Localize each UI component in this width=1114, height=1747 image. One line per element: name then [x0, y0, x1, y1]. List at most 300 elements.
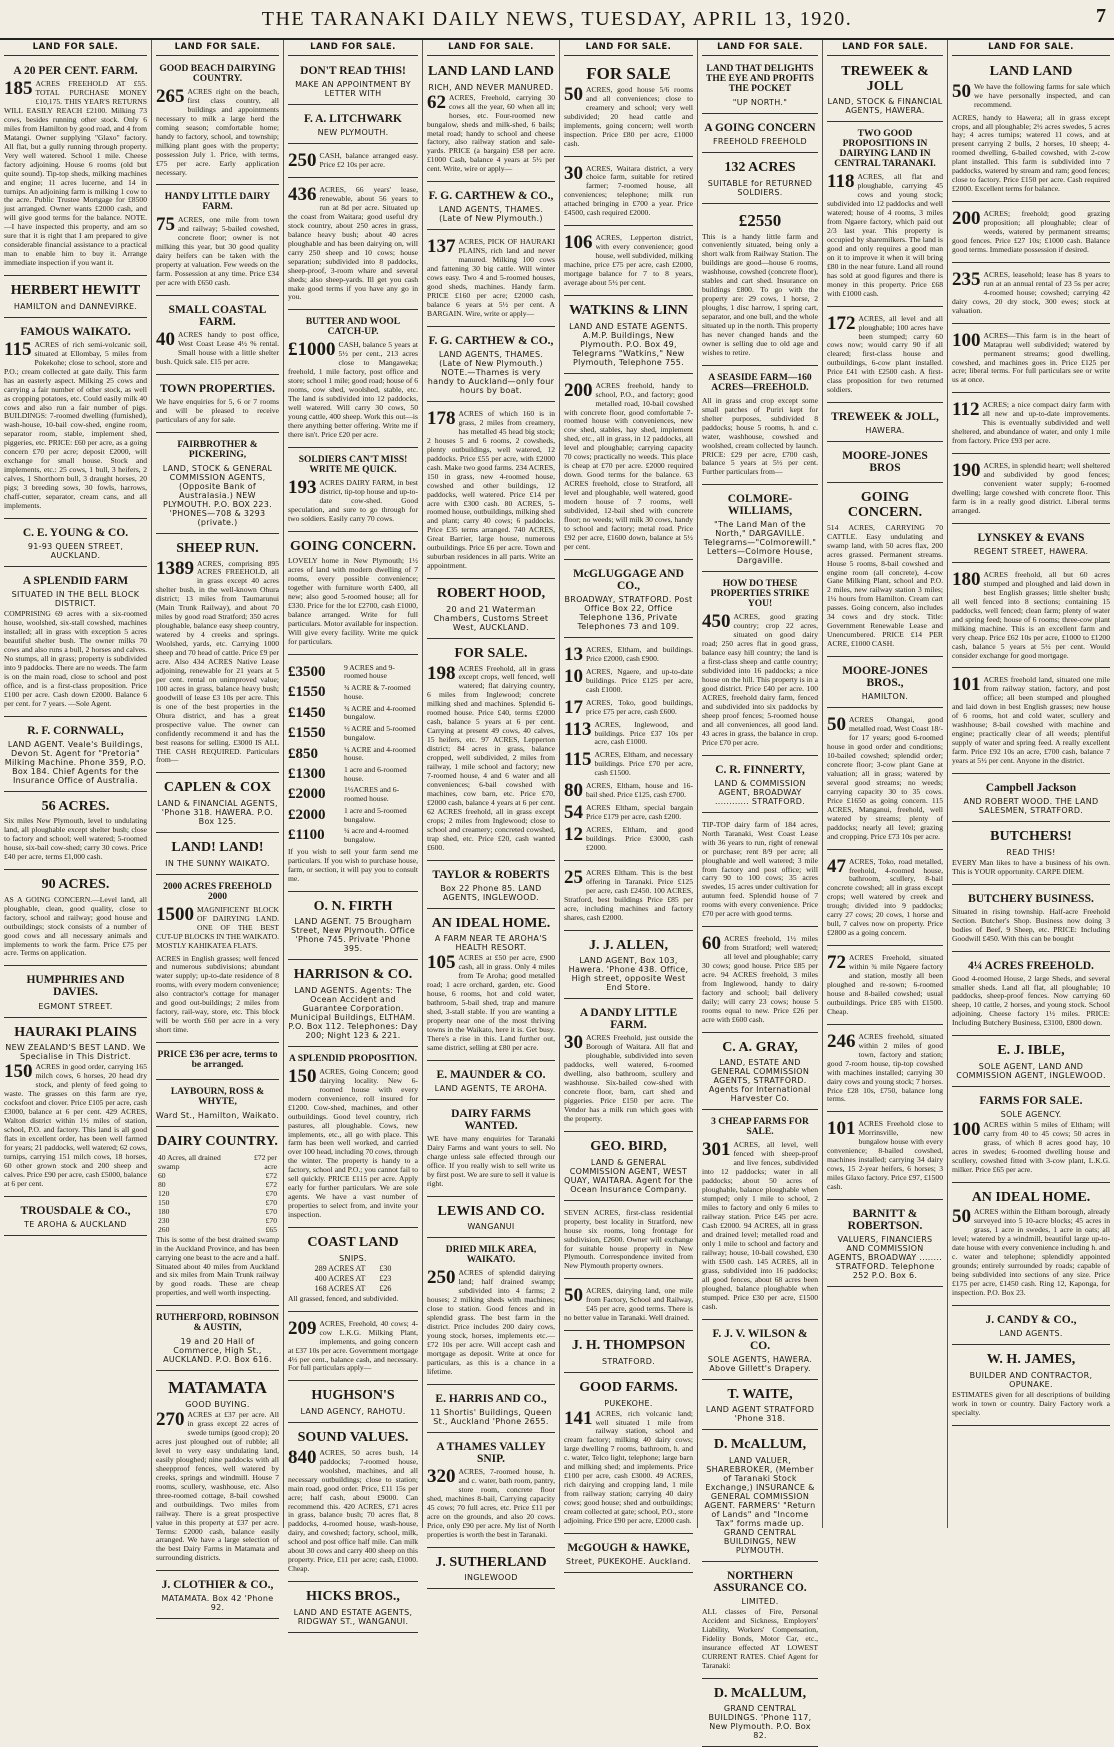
ad-subheading: BROADWAY, STRATFORD. Post Office Box 22, Office Telephone 136, Private Telephones 73 and 109. — [564, 594, 693, 631]
ad-body — [4, 338, 147, 511]
ad-body — [952, 268, 1110, 316]
ad-heading: FAMOUS WAIKATO. — [20, 325, 131, 338]
advertisement — [827, 711, 943, 849]
advertisement — [288, 1585, 418, 1633]
acreage-number: 200 — [564, 379, 593, 401]
acreage-number: 141 — [564, 1407, 593, 1429]
ad-body — [4, 1063, 147, 1188]
ad-body — [564, 866, 693, 923]
ad-heading: J. H. THOMPSON — [571, 1338, 686, 1354]
column-header: LAND FOR SALE. — [952, 40, 1110, 56]
ad-subheading: BUILDER AND CONTRACTOR, OPUNAKE. — [969, 1370, 1093, 1389]
advertisement — [4, 873, 147, 966]
ad-body-text: ACRES, Freehold, carrying 30 cows all the year, 60 when all in; horses, etc. Four-roomed new bungalow, sheds and milk-shed, 6 bails; metal road; handy to school and cheese factory, also railway station and sale-yards. PRICE (a bargain) £58 per acre. £1000 Cash, balance 4 years at 5½ per cent. Write, wire or apply— — [427, 92, 555, 174]
acreage-number: 270 — [156, 1409, 185, 1431]
ad-body-text: ACRES Freehold close to Morrinsville, new bungalow house with every convenience; 8-bailed cowshed, machines installed; carrying 34 dairy cows, 15 2-year heifers, 6 horses; 3 miles Glaxo factory. Price £97, £1500 cash. — [827, 1119, 943, 1192]
advertisement — [827, 486, 943, 657]
ad-subheading: Box 22 Phone 85. LAND AGENTS, INGLEWOOD. — [440, 883, 542, 902]
farm-listing-text: ACRES, Ngaere, and up-to-date buildings. Price £125 per acre, cash £1000. — [586, 666, 693, 694]
advertisement — [952, 888, 1110, 952]
listing-price: £1550 — [288, 725, 326, 742]
ad-body — [827, 855, 943, 939]
ad-heading: SOLDIERS CAN'T MISS! WRITE ME QUICK. — [298, 454, 408, 475]
snip-acres: 289 ACRES AT — [314, 1263, 366, 1273]
ad-subheading: STRATFORD. — [601, 1356, 656, 1366]
ad-heading: BUTCHERS! — [990, 829, 1072, 845]
acreage-number: 50 — [564, 83, 583, 105]
price-table-price: £70 — [265, 1188, 277, 1198]
price-table-acres: 230 — [158, 1215, 170, 1225]
ad-body — [4, 80, 147, 268]
farm-listing-text: ACRES, Eltham, and good buildings. Price £3000, cash £2000. — [586, 825, 693, 852]
price-listing — [288, 766, 418, 783]
ad-heading: SMALL COASTAL FARM. — [168, 304, 267, 329]
ad-heading: FARMS FOR SALE. — [979, 1094, 1083, 1107]
ad-heading: A SEASIDE FARM—160 ACRES—FREEHOLD. — [708, 372, 812, 393]
acreage-number: 200 — [952, 208, 981, 230]
price-table-row — [156, 1225, 279, 1234]
ad-heading: HERBERT HEWITT — [10, 283, 141, 299]
advertisement — [288, 181, 418, 310]
acreage-number: 150 — [288, 1065, 317, 1087]
ad-subheading: REGENT STREET, HAWERA. — [973, 546, 1089, 556]
ad-body-text: ACRES within 5 miles of Eltham; will carry from 40 to 45 cows; 50 acres in grass, of which 8 acres good hay, 10 acres in swedes; 6-roomed dwelling house and scullery, cowshed fitted with 3-cow plant, L.K.G. milker. Price £65 per acre. — [952, 1120, 1110, 1174]
advertisement — [156, 776, 279, 833]
snip-row — [288, 1274, 418, 1283]
price-table-acres: 260 — [158, 1224, 170, 1234]
farm-listing — [564, 665, 693, 695]
advertisement — [702, 816, 818, 927]
ad-subheading: 11 Shortis' Buildings, Queen St., Auckland 'Phone 2655. — [430, 1407, 552, 1426]
acreage-number: 178 — [427, 407, 456, 429]
ad-heading: HAURAKI PLAINS — [14, 1024, 137, 1040]
acreage-number: 250 — [288, 150, 317, 172]
ad-heading: LYNSKEY & EVANS — [977, 531, 1085, 544]
ad-heading: 90 ACRES. — [41, 877, 110, 893]
ad-body — [156, 557, 279, 766]
ad-body-text: COMPRISING 69 acres with a six-roomed house, woolshed, six-stall cowshed, machines installed; all in grass with exception 5 acres beautiful shelter bush. The owner milks 70 cows and also runs a bull, 2 horses and calves. No stumps, all in grass; property is subdivided into 9 paddocks. There are no weeds. The farm is on the main road, close to school and post office, and is a first-class proposition. Price £100 per acre. Cash down £2000. Balance 6 per cent. for 7 years. —Sole Agent. — [4, 609, 147, 708]
advertisement — [952, 457, 1110, 524]
column-header: LAND FOR SALE. — [156, 40, 279, 56]
advertisement — [288, 1050, 418, 1228]
ad-body-text: Good 4-roomed House, 2 large Sheds, and several smaller sheds. Land all flat, all ploughable; 10 paddocks, sheep-proof fences. Now carrying 60 sheep, 10 cattle, 2 horses, and young stock. School adjoining. Cheese factory 1½ miles. PRICE: Including Butchery Business, £3100, £800 down. — [952, 973, 1110, 1028]
ad-heading: TOWN PROPERTIES. — [159, 382, 276, 395]
ad-body — [4, 896, 147, 959]
advertisement — [952, 1039, 1110, 1087]
farm-listing-text: ACRES Eltham, special bargain Price £179 per acre, cash £200. — [586, 803, 693, 822]
ad-heading: F. G. CARTHEW & CO., — [428, 334, 554, 347]
ad-heading: McGOUGH & HAWKE, — [567, 1541, 690, 1554]
ad-heading: FOR SALE. — [454, 645, 528, 661]
ad-body — [827, 1120, 943, 1192]
ad-body-text: ACRES at £50 per acre, £900 cash, all in grass. Only 4 miles from Te Aroha; good metalled road; 1 acre orchard, garden, etc. Good house, 6 rooms, hot and cold water, bathroom, 5-bail shed, trap and manure shed, 3-stall stable. If you are wanting a property near one of the most thriving towns in the Waikato, here it is. Get busy. There's a rise in this. Land further out, same district, selling at £80 per acre. — [427, 953, 555, 1052]
acreage-number: 100 — [952, 329, 981, 351]
ad-heading: A SPLENDID PROPOSITION. — [288, 1053, 417, 1064]
acreage-number: 13 — [564, 643, 583, 665]
ad-body-text: This is a handy little farm and conveniently situated, being only a short walk from Railway Station. The buildings are good—house 6 rooms, washhouse, cowshed (concrete floor), stables and cart shed. Insurance on buildings £800. To go with the property are: 29 cows, 1 horse, 2 ploughs, 1 disc harrow, 1 spring cart, separator, and one bull, and the whole situated up in the north. This property has never changed hands and the owner is selling due to old age and wishes to retire. — [702, 231, 818, 357]
acreage-number: 100 — [952, 1119, 981, 1141]
ad-body-text: ACRES freehold land, situated one mile from railway station, factory, and post office; all been stumped and ploughed and laid down in best English grasses; new house of 6 rooms, hot and cold water, scullery and washhouse; 8-bail cowshed with machine and engine; practically clear of all weeds; plentiful supply of water and spring feed. A really excellent farm. Price £92 10s an acre, £700 cash, balance 7 years at 5½ per cent. Anyone in the district. — [952, 675, 1110, 766]
ad-subheading: 91-93 QUEEN STREET, AUCKLAND. — [27, 542, 124, 560]
ad-heading: LAND LAND LAND — [427, 64, 554, 79]
acreage-number: 301 — [702, 1139, 731, 1161]
ad-heading: SHEEP RUN. — [176, 540, 259, 556]
price-listing — [288, 786, 418, 803]
ad-heading: COLMORE-WILLIAMS, — [727, 493, 793, 518]
advertisement — [288, 147, 418, 178]
price-table-price: £70 — [265, 1206, 277, 1216]
advertisement — [827, 310, 943, 404]
ad-body-text: ACRES, all level and all ploughable; 100 acres have been stumped; carry 60 cows now; would carry 90 if all cleared; first-class house and outbuildings, 6-cow plant installed. Price £41 with £2500 cash. A first-class proposition for two returned soldiers. — [827, 313, 943, 395]
ad-body — [4, 817, 147, 862]
advertisement — [4, 1021, 147, 1197]
acreage-number: 198 — [427, 662, 456, 684]
column-1 — [0, 40, 152, 1528]
ad-body-text: ACRES; freehold; good grazing proposition; all ploughable; clear of weeds, watered by permanent streams; good fences. Price £27 10s; £1000 cash. Balance good terms. Immediate possession if desired. — [952, 209, 1110, 254]
ad-body — [156, 398, 279, 425]
ad-heading: D. McALLUM, — [713, 1437, 807, 1453]
acreage-number: 12 — [564, 824, 583, 846]
farm-listing-text: ACRES, Toko, good buildings, price £75 per acre, cash £600. — [586, 697, 693, 716]
column-header: LAND FOR SALE. — [4, 40, 147, 56]
price-table-acres: 80 — [158, 1179, 166, 1189]
ad-body — [427, 238, 555, 319]
advertisement — [427, 1241, 555, 1384]
ad-body — [702, 397, 818, 478]
ad-heading: MOORE-JONES BROS — [842, 450, 928, 475]
advertisement — [288, 658, 418, 892]
ad-body-text: ACRES handy to post office, West Coast Lease 4½ % rental. Small house with a little shelter bush. Quick sale. £15 per acre. — [156, 330, 279, 367]
advertisement — [288, 535, 418, 655]
advertisement — [288, 1231, 418, 1312]
acreage-number: 118 — [827, 171, 855, 193]
ad-heading: COAST LAND — [307, 1235, 399, 1251]
ad-body — [288, 1295, 418, 1304]
ad-subheading: HAWERA. — [865, 426, 905, 436]
ad-subheading: LAND AGENTS, THAMES. (Late of New Plymouth.) NOTE.—Thames is very handy to Auckland—only four hours by boat. — [427, 349, 555, 395]
advertisement — [827, 60, 943, 122]
acreage-number: 75 — [156, 214, 175, 236]
ad-heading: TROUSDALE & CO., — [20, 1204, 131, 1217]
ad-body-text: ACRES in good order, carrying 165 milch cows, 6 horses, 20 head dry stock, and plenty of feed going to waste. The grasses on this farm are rye, cocksfoot and clover. Price £105 per acre, cash £3000, balance at 6 per cent. 429 ACRES, Walton district within 1½ miles of station, school, P.O. and factory. This land is all good flats in excellent order, has been well farmed for years; 21 paddocks, well watered; 62 cows, turnips, carrying 151 milch cows, 18 horses, 60 other grown stock and 200 sheep and calves. Price £90 per acre, cash £5000, balance at 6 per cent. — [4, 1062, 147, 1188]
acreage-number: 1500 — [156, 903, 194, 925]
ad-heading: £2550 — [738, 210, 782, 230]
price-table-acres: 120 — [158, 1188, 170, 1198]
acreage-number: 320 — [427, 1465, 456, 1487]
ad-heading: C. E. YOUNG & CO. — [22, 526, 129, 539]
ad-heading: ROBERT HOOD, — [436, 586, 546, 602]
masthead-title: THE TARANAKI DAILY NEWS, TUESDAY, APRIL 13, 1920. — [261, 8, 853, 30]
advertisement — [427, 912, 555, 1061]
advertisement — [827, 125, 943, 306]
ad-heading: D. McALLUM, — [713, 1685, 807, 1701]
ad-heading: F. J. V. WILSON & CO. — [712, 1327, 808, 1352]
ad-body — [702, 821, 818, 919]
advertisement — [952, 396, 1110, 454]
price-table-row — [156, 1171, 279, 1180]
price-table-row — [156, 1153, 279, 1171]
ad-body — [952, 975, 1110, 1029]
acreage-number: 50 — [952, 80, 971, 102]
acreage-number: 180 — [952, 568, 981, 590]
advertisement — [564, 60, 693, 157]
ad-subheading: EGMONT STREET. — [38, 1001, 113, 1011]
ad-body-text: ACRES, good grazing country; crop 22 acres, situated on good dairy road; 250 acres flat in good grass, balance easy hill country; the land is a first-class sheep and cattle country; subdivided into 16 paddocks; a nice house on the hill. This property is in a good district. Price £40 per acre. 100 ACRES, freehold dairy farm, fenced and subdivided into six paddocks by sheep proof fences; 5-roomed house and all conveniences, all good land. 43 acres in grass, the balance in crop. Price £70 per acre. — [702, 612, 818, 747]
ad-body-text: ACRES freehold, 1½ miles from Stratford; well watered; all level and ploughable; carry 30 cows; good house. Price £85 per acre. 94 ACRES freehold, 3 miles from Inglewood, handy to dairy factory and school; bail delivery daily; will carry 23 cows; house 5 rooms equal to new. Price £26 per acre with £600 cash. — [702, 934, 818, 1024]
advertisement — [952, 1186, 1110, 1306]
advertisement — [702, 930, 818, 1033]
ad-body-text: Situated in rising township. Half-acre Freehold Section. Butcher's Shop. Business now doing 3 bodies of Beef, 9 Sheep, etc. PRICE: Including Goodwill £450. With this can be bought — [952, 906, 1110, 943]
ad-body — [156, 331, 279, 367]
advertisement — [156, 1574, 279, 1619]
ad-body-text: We have enquiries for 5, 6 or 7 rooms and will be pleased to receive particulars of any for sale. — [156, 397, 279, 424]
ad-body — [288, 848, 418, 884]
snip-price: £30 — [379, 1263, 392, 1273]
advertisement — [4, 522, 147, 567]
acreage-number: 101 — [827, 1118, 856, 1140]
ad-body-text: ACRES; a nice compact dairy farm with all new and up-to-date improvements. This is eventually subdivided and well sheltered, and abundance of water, and only 1 mile from factory. Price £93 per acre. — [952, 400, 1110, 446]
advertisement — [702, 1433, 818, 1562]
farm-listing — [564, 751, 693, 778]
ad-heading: BUTCHERY BUSINESS. — [968, 892, 1094, 905]
advertisement — [427, 1064, 555, 1100]
ad-body-text: ACRES, Freehold, 40 cows; 4-cow L.K.G. Milking Plant, implements, and going concern at £37 10s per acre. Government mortgage 4½ per cent., balance cash, and necessary. For full particulars apply— — [288, 1318, 418, 1373]
acreage-number: 106 — [564, 232, 593, 254]
ad-heading: FAIRBROTHER & PICKERING, — [177, 439, 258, 460]
ad-subheading: LAND AGENTS. Agents: The Ocean Accident and Guarantee Corporation. Municipal Buildings, ELTHAM. P.O. Box 112. Telephones: Day 200; Night 123 & 221. — [288, 985, 418, 1040]
ad-body-text: ACRES freehold, situated within 2 miles of good town, factory and station; good 7-room house, tip-top cowshed with machines installed; carrying 30 dairy cows and young stock; 7 horses. Price £28 10s, £750, balance long terms. — [827, 1031, 943, 1104]
ad-body-text: ACRES Ohangai, good metalled road, West Coast 18/- for 17 years; good 6-roomed house in good order and conditions; 10-bailed cowshed; splendid order; concrete floor; 3-cow plant Gane at valuation; all in grass; watered by several good streams; no weeds; carrying capacity 30 to 35 cows. Price £1650 as going concern. 115 ACRES, Manganui, freehold, well watered by streams; plenty of paddocks; nearly all level; grazing and cropping. Price £73 10s per acre. — [827, 715, 943, 841]
ad-subheading: LAND AGENTS, TE AROHA. — [434, 1083, 548, 1093]
acreage-number: 25 — [564, 866, 583, 888]
column-header: LAND FOR SALE. — [564, 40, 693, 56]
ad-body — [827, 716, 943, 841]
ad-subheading: 20 and 21 Waterman Chambers, Customs Street West, AUCKLAND. — [433, 604, 549, 632]
ad-heading: HICKS BROS., — [306, 1589, 400, 1605]
price-table-acres: 180 — [158, 1206, 170, 1216]
ad-body-text: All in grass and crop except some small patches of Puriri kept for shelter purposes, subdivided 8 paddocks; house 5 rooms, h. and c. water, washhouse, cowshed and woolshed, cream collected by launch. PRICE: £29 per acre, £700 cash, balance 5 years at 5½ per cent. Further particulars from— — [702, 395, 818, 477]
ad-body — [827, 173, 943, 298]
ad-body — [288, 1317, 418, 1374]
advertisement — [4, 720, 147, 792]
ad-body-text: This is some of the best drained swamp in the Auckland Province, and has been carrying one beast to the acre and a half. Situated about 40 miles from Auckland and six miles from Main Trunk railway by good roads. These are cheap properties, and well worth inspecting. — [156, 1234, 279, 1298]
page-number: 7 — [1096, 5, 1106, 27]
column-3 — [284, 40, 423, 1626]
acreage-number: 30 — [564, 1032, 583, 1054]
ad-subheading: Ward St., Hamilton, Waikato. — [156, 1110, 280, 1120]
advertisement — [156, 188, 279, 296]
ad-heading: DON'T READ THIS! — [300, 65, 406, 77]
ad-heading: A 20 PER CENT. FARM. — [13, 65, 138, 77]
acreage-number: 105 — [427, 952, 456, 974]
ad-body — [702, 233, 818, 358]
advertisement — [156, 537, 279, 774]
ad-body-text: EVERY Man likes to have a business of his own. This is YOUR opportunity. CARPE DIEM. — [952, 857, 1110, 876]
ad-body-text: ESTIMATES given for all descriptions of building work in town or country. Dairy Factory work a specialty. — [952, 1389, 1110, 1417]
listing-description: ½ ACRE and 5-roomed bungalow. — [344, 724, 416, 742]
ad-subheading: FREEHOLD FREEHOLD — [712, 136, 808, 146]
ad-body-text: ACRES, 50 acres bush, 14 paddocks; 7-roomed house, woolshed, machines, and all necessary outbuildings; close to station; main road, good order. Price, £11 15s per acre; half cash, about £9000. Can recommend this. 420 ACRES, £71 acres in grass, balance bush; 70 acres flat, 8 paddocks, 4-roomed house, wash-house, dairy, and cowshed; factory, school, milk, school and post office half mile. Can milk about 30 cows and carry 400 sheep on this property. Price, £11 per acre; cash, £1000. Cheap. — [288, 1447, 418, 1574]
ad-heading: TREWEEK & JOLL, — [831, 411, 939, 424]
ad-heading: F. G. CARTHEW & CO., — [428, 190, 554, 203]
advertisement — [427, 582, 555, 639]
ad-heading: LAND THAT DELIGHTS THE EYE AND PROFITS THE POCKET — [706, 64, 814, 94]
listing-price: £1450 — [288, 704, 326, 721]
advertisement — [4, 969, 147, 1017]
ad-subheading: TE AROHA & AUCKLAND — [24, 1219, 127, 1229]
acreage-number: 246 — [827, 1030, 856, 1052]
ad-heading: 2000 ACRES FREEHOLD 2000 — [163, 881, 272, 902]
ad-heading: GOOD FARMS. — [579, 1379, 678, 1395]
ad-heading: GOING CONCERN. — [847, 490, 923, 521]
farm-listing-text: ACRES, Inglewood, and buildings. Price £37 10s per acre, cash £1000. — [594, 719, 693, 747]
advertisement — [4, 321, 147, 519]
ad-heading: LAND! LAND! — [171, 840, 264, 856]
advertisement — [702, 1323, 818, 1380]
advertisement — [564, 1334, 693, 1373]
ad-heading: McGLUGGAGE AND CO., — [573, 567, 684, 592]
price-table-row — [156, 1180, 279, 1189]
ad-body — [564, 1209, 693, 1272]
advertisement — [564, 160, 693, 227]
advertisement — [156, 1130, 279, 1306]
ad-heading: WATKINS & LINN — [569, 302, 688, 318]
price-table — [156, 1153, 279, 1234]
ad-body — [702, 935, 818, 1025]
farm-listing — [564, 696, 693, 718]
price-table-price: £72 — [265, 1170, 277, 1180]
ad-heading: J. SUTHERLAND — [435, 1554, 547, 1570]
advertisement — [827, 1115, 943, 1200]
ad-body — [952, 859, 1110, 877]
advertisement — [427, 1200, 555, 1239]
acreage-number: 1389 — [156, 557, 194, 579]
ad-heading: DRIED MILK AREA, WAIKATO. — [445, 1245, 537, 1266]
acreage-number: 62 — [427, 91, 446, 113]
ad-body — [702, 1608, 818, 1671]
acreage-number: £1000 — [288, 339, 336, 361]
listing-description: 1 acre and 6-roomed house. — [344, 764, 407, 783]
advertisement — [564, 1537, 693, 1573]
column-7 — [823, 40, 948, 1528]
ad-heading: A SPLENDID FARM — [22, 575, 129, 587]
ad-body — [156, 955, 279, 1036]
acreage-number: 30 — [564, 162, 583, 184]
acreage-number: 840 — [288, 1446, 317, 1468]
ad-heading: HANDY LITTLE DAIRY FARM. — [164, 192, 271, 213]
ad-body — [702, 613, 818, 747]
ad-body — [952, 462, 1110, 516]
column-8 — [948, 40, 1114, 1528]
ad-subheading: "The Land Man of the North," DARGAVILLE. Telegrams—"Colmorewill." Letters—Colmore House, Dargaville. — [703, 520, 817, 566]
advertisement — [702, 117, 818, 153]
acreage-number: 235 — [952, 268, 981, 290]
listing-price: £3500 — [288, 663, 326, 680]
ad-body — [952, 80, 1110, 110]
acreage-number: 113 — [564, 718, 592, 740]
acreage-number: 150 — [4, 1061, 33, 1083]
ad-body-text: ACRES DAIRY FARM, in best district, tip-top house and up-to-date cow-shed. Good speculation, and sure to go through for two soldiers. Easily carry 70 cows. — [288, 477, 418, 523]
ad-body — [827, 312, 943, 396]
price-listing — [288, 725, 418, 742]
ad-heading: J. CLOTHIER & CO., — [161, 1579, 274, 1592]
ad-subheading: NEW ZEALAND'S BEST LAND. We Specialise in This District. — [5, 1043, 146, 1062]
listing-description: 1½ACRES and 6-roomed house. — [344, 785, 400, 804]
ad-subheading: LAND AGENT. 75 Brougham Street, New Plymouth. Office 'Phone 745. Private 'Phone 395. — [290, 917, 416, 954]
advertisement — [702, 156, 818, 204]
advertisement — [427, 185, 555, 230]
ad-body-text: ACRES, good house 5/6 rooms and all conveniences; close to creamery and school; very well subdivided; 20 head cattle and implements, going concern; well worth inspection. Price £80 per acre, £1000 cash. — [564, 84, 693, 148]
advertisement — [702, 1682, 818, 1747]
ad-subheading: LAND AGENTS. — [999, 1329, 1063, 1339]
ad-heading: W. H. JAMES, — [986, 1352, 1076, 1368]
ad-heading: 3 CHEAP FARMS FOR SALE. — [711, 1117, 809, 1138]
ad-subheading: HAMILTON and DANNEVIRKE. — [13, 301, 138, 311]
advertisement — [288, 1315, 418, 1382]
ad-body — [288, 1065, 418, 1220]
ad-body-text: CASH, balance 5 years at 5½ per cent., 213 acres close to Mangaweka; freehold, 1 mile factory, post office and store; school 1 mile; good road; house of 6 rooms, cow shed, woolshed, stable, etc. The land is subdivided into 12 paddocks, well watered. Will carry 30 cows, 50 young cattle, 400 sheep. Work this out—is there anything better offering. Write me if there isn't. Price £20 per acre. — [288, 340, 418, 439]
ad-heading: BARNITT & ROBERTSON. — [847, 1208, 923, 1233]
ad-subheading: LIMITED. — [741, 1597, 779, 1607]
advertisement — [564, 864, 693, 931]
ad-body-text: ACRES, comprising 895 ACRES FREEHOLD, all in grass except 40 acres shelter bush, in the well-known Ohura district; 13 miles from Taumarunui (Main Trunk Railway), and about 70 miles by good road Stratford; 350 acres ploughable, balance easy sheep country, watered by 4 creeks and springs. Woolshed, yards, etc. Carrying 1000 sheep and 70 head of cattle. Price £9 per acre. Also 434 ACRES Native Lease adjoining, renewable for 21 years at 5 per cent. rental on unimproved value; 100 acres in grass, balance heavy bush; goodwill of lease £3 10s per acre. This is one of the best properties in the Ohura district, and has a great prospective value. The owner can confidently recommend it and has the best reasons for selling. £3000 IS ALL THE CASH REQUIRED. Particulars from— — [156, 558, 279, 765]
farm-listing-text: ACRES, Eltham, house and 16-bail shed. Price £125, cash £700. — [586, 781, 693, 800]
advertisement — [564, 563, 693, 638]
advertisement — [156, 1374, 279, 1571]
ad-subheading: LAND AGENCY, RAHOTU. — [300, 1407, 406, 1417]
advertisement — [4, 1200, 147, 1236]
acreage-number: 17 — [564, 696, 583, 718]
ad-body — [288, 152, 418, 170]
price-table-acres: 40 Acres, all drained swamp — [158, 1152, 221, 1171]
ad-body-text: Six miles New Plymouth, level to undulating land, all ploughable except shelter bush; close to factory and school; well watered; 5-roomed house, six-bail cow-shed; carry 30 cows. Price £40 per acre, terms £1,000 cash. — [4, 816, 147, 862]
ad-body — [952, 329, 1110, 386]
acreage-number: 10 — [564, 665, 583, 687]
ad-subheading: LAND & FINANCIAL AGENTS, 'Phone 318. HAWERA. P.O. Box 125. — [157, 799, 278, 827]
ad-heading: LEWIS AND CO. — [437, 1203, 545, 1219]
ad-subheading: GOOD BUYING. — [185, 1400, 250, 1410]
ad-heading: GOING CONCERN. — [289, 538, 416, 554]
ad-body-text: ACRES, Toko, road metalled, freehold, 4-roomed house, bathroom, scullery, 8-bail concrete cowshed; all in grass except crops; well watered by creek and trough; divided into 9 paddocks; carry 27 cows; 20 cows, 1 horse and bull, 7 calves now on property. Price £2800 as a going concern. — [827, 856, 943, 938]
ad-body-text: ACRES, Going Concern; good dairying locality. New 6-roomed house with every modern convenience, roll insured for £1200. Cow-shed, machines, and other outbuildings. Good level country, rich pastures, all ploughable. Cows, new implements, etc., all go with place. This farm has been well worked, and carried over 100 head, including 70 cows, through the winter. The property is handy to a factory, school and P.O.; you cannot fail to sell quickly. PRICE £115 per acre. Apply early for further particulars. We are sole agents. We have a vast number of properties to select from, and invite your inspection. — [288, 1066, 418, 1220]
ad-subheading: "UP NORTH." — [732, 97, 788, 107]
column-header: LAND FOR SALE. — [288, 40, 418, 56]
listing-price: £1100 — [288, 827, 325, 844]
advertisement — [564, 299, 693, 374]
ad-body — [427, 1465, 555, 1540]
acreage-number: 115 — [4, 338, 32, 360]
ad-heading: C. R. FINNERTY, — [715, 763, 805, 776]
price-table-price: £65 — [265, 1224, 277, 1234]
ad-heading: 56 ACRES. — [41, 798, 110, 814]
ad-body-text: ACRES, dairying land, one mile from Factory, School and Railway, £45 per acre, good terms. There is no better value in Taranaki. Well drained. — [564, 1286, 693, 1323]
price-table-price: £70 — [265, 1197, 277, 1207]
advertisement — [827, 949, 943, 1025]
ad-body-text: ACRES, in splendid heart; well sheltered and subdivided by good fences; convenient water supply; 6-roomed dwelling; large cowshed with concrete floor. This farm is in a really good district. Liberal terms arranged. — [952, 461, 1110, 515]
column-4 — [423, 40, 560, 1583]
advertisement — [564, 377, 693, 560]
ad-subheading: SNIPS. — [339, 1253, 367, 1263]
ad-subheading: HAMILTON. — [861, 692, 909, 702]
advertisement — [427, 1436, 555, 1548]
ad-subheading: 19 and 20 Hall of Commerce, High St., AUCKLAND. P.O. Box 616. — [163, 1337, 272, 1365]
price-listing — [288, 684, 418, 701]
advertisement — [952, 1309, 1110, 1345]
advertisement — [288, 895, 418, 961]
ad-body — [427, 662, 555, 853]
ad-subheading: SOLE AGENTS, HAWERA. Above Gillett's Drapery. — [707, 1354, 813, 1373]
ad-body-text: ACRES freehold, handy to school, P.O., and factory; good metalled road, 10-bail cowshed with concrete floor, good comfortable 7-roomed house with conveniences, new cow shed, stables, hay shed, implement shed, etc., all in grass, in 12 paddocks, all level and ploughable; carrying capacity 70 cows; practically no weeds. This place is cheap at £70 per acre. £2000 required down. Good terms for the balance. 63 ACRES freehold, close to Stratford, all level and ploughable, well watered, good modern house of 7 rooms, well subdivided, 12-bail shed with concrete floor; no weeds; will milk 30 cows, handy to school and factory; metal road. Price £92 per acre, £1600 down, balance at 5½ per cent. — [564, 380, 693, 551]
